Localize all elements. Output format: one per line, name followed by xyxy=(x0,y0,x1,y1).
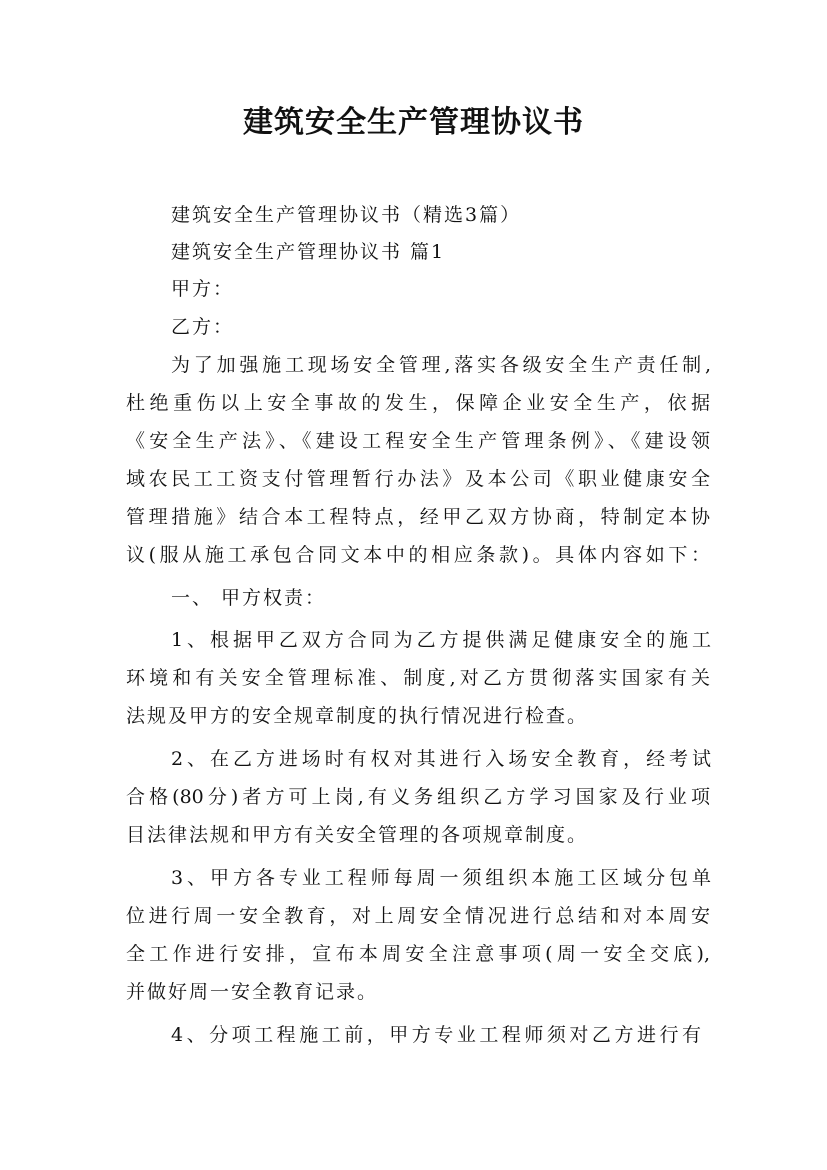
paragraph-line: 域农民工工资支付管理暂行办法》及本公司《职业健康安全 xyxy=(126,468,710,490)
paragraph-line: 为了加强施工现场安全管理,落实各级安全生产责任制, xyxy=(171,354,711,376)
paragraph-line: 合格(80分)者方可上岗,有义务组织乙方学习国家及行业项 xyxy=(126,786,710,808)
paragraph-line: 4、分项工程施工前，甲方专业工程师须对乙方进行有 xyxy=(171,1024,701,1046)
paragraph-line: 法规及甲方的安全规章制度的执行情况进行检查。 xyxy=(126,705,589,727)
party-a-label: 甲方： xyxy=(171,278,235,300)
paragraph-line: 全工作进行安排，宣布本周安全注意事项(周一安全交底), xyxy=(126,943,710,965)
paragraph-line: 并做好周一安全教育记录。 xyxy=(126,981,379,1003)
paragraph-line: 杜绝重伤以上安全事故的发生，保障企业安全生产，依据 xyxy=(126,392,710,414)
paragraph-line: 1、根据甲乙双方合同为乙方提供满足健康安全的施工 xyxy=(171,629,711,651)
paragraph-line: 管理措施》结合本工程特点，经甲乙双方协商，特制定本协 xyxy=(126,506,710,528)
section-heading: 建筑安全生产管理协议书 篇1 xyxy=(171,241,446,263)
paragraph-line: 2、在乙方进场时有权对其进行入场安全教育，经考试 xyxy=(171,748,711,770)
subtitle-line: 建筑安全生产管理协议书（精选3篇） xyxy=(171,204,522,226)
paragraph-line: 议(服从施工承包合同文本中的相应条款)。具体内容如下： xyxy=(126,544,710,566)
section-heading: 一、 甲方权责： xyxy=(171,587,327,609)
paragraph-line: 环境和有关安全管理标准、制度,对乙方贯彻落实国家有关 xyxy=(126,667,710,689)
paragraph-line: 3、甲方各专业工程师每周一须组织本施工区域分包单 xyxy=(171,867,711,889)
document-title: 建筑安全生产管理协议书 xyxy=(243,105,584,140)
paragraph-line: 位进行周一安全教育，对上周安全情况进行总结和对本周安 xyxy=(126,905,710,927)
paragraph-line: 《安全生产法》、《建设工程安全生产管理条例》、《建设领 xyxy=(126,430,710,452)
paragraph-line: 目法律法规和甲方有关安全管理的各项规章制度。 xyxy=(126,824,589,846)
party-b-label: 乙方： xyxy=(171,316,235,338)
